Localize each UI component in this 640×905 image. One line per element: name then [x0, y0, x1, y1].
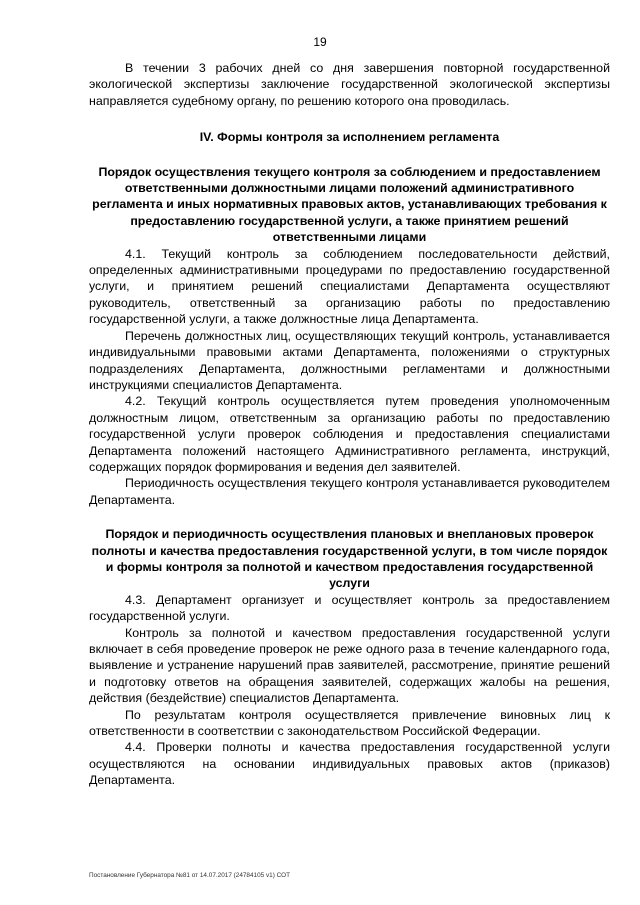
subsection-title-current-control: Порядок осуществления текущего контроля за соблюдением и предоставлением ответственными должностными лицами положений административного регламента и иных нормативных правовых актов, устанавливающих требования к предоставлению государственной услуги, а также принятием решений ответственными лицами	[92, 164, 607, 245]
paragraph-4-2: 4.2. Текущий контроль осуществляется путем проведения уполномоченным должностным лицом, ответственным за организацию работы по предоставлению государственной услуги проверок соблюдения и предоставления специалистами Департамента положений настоящего Административного регламента, инструкций, содержащих порядок формирования и ведения дел заявителей.	[89, 394, 610, 474]
paragraph-4-3: 4.3. Департамент организует и осуществляет контроль за предоставлением государственной услуги.	[89, 592, 610, 624]
paragraph-4-1: 4.1. Текущий контроль за соблюдением последовательности действий, определенных административными процедурами по предоставлению государственной услуги, и принятием решений специалистами Департамента осуществляют руководитель, ответственный за организацию работы по предоставлению государственной услуги, а также должностные лица Департамента.	[89, 246, 610, 327]
paragraph-officials-list: Перечень должностных лиц, осуществляющих текущий контроль, устанавливается индивидуальными правовыми актами Департамента, положениями о структурных подразделениях Департамента, должностными регламентами и должностными инструкциями специалистов Департамента.	[89, 328, 610, 392]
paragraph-4-4: 4.4. Проверки полноты и качества предоставления государственной услуги осуществляются на основании индивидуальных правовых актов (приказов) Департамента.	[89, 740, 610, 788]
subsection-title-inspections: Порядок и периодичность осуществления плановых и внеплановых проверок полноты и качества предоставления государственной услуги, в том числе порядок и формы контроля за полнотой и качеством предоставления государственной услуги	[91, 527, 608, 591]
document-footer: Постановление Губернатора №81 от 14.07.2017 (24784105 v1) СОТ	[89, 872, 290, 879]
page-number: 19	[313, 35, 327, 49]
paragraph-quality-control: Контроль за полнотой и качеством предоставления государственной услуги включает в себя проведение проверок не реже одного раза в течение календарного года, выявление и устранение нарушений прав заявителей, рассмотрение, принятие решений и подготовку ответов на обращения заявителей, содержащих жалобы на решения, действия (бездействие) специалистов Департамента.	[89, 625, 610, 706]
document-body	[89, 60, 610, 789]
paragraph-liability: По результатам контроля осуществляется привлечение виновных лиц к ответственности в соответствии с законодательством Российской Федерации.	[89, 707, 610, 739]
section-title: IV. Формы контроля за исполнением регламента	[199, 130, 500, 145]
paragraph-periodicity: Периодичность осуществления текущего контроля устанавливается руководителем Департамента.	[89, 476, 610, 507]
paragraph-intro: В течении 3 рабочих дней со дня завершения повторной государственной экологической экспертизы заключение государственной экологической экспертизы направляется судебному органу, по решению которого она проводилась.	[89, 61, 610, 108]
